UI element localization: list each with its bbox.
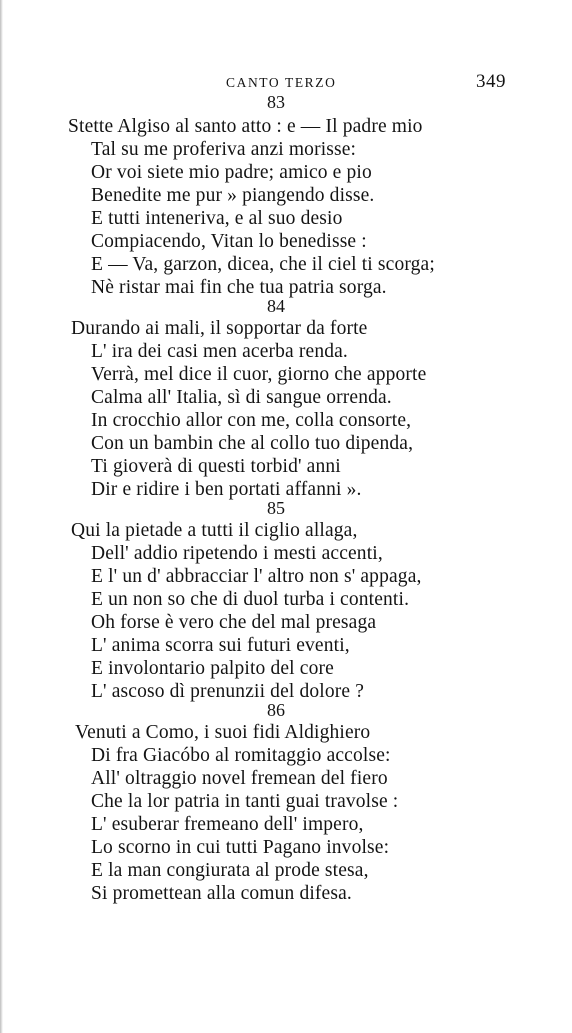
verse-line: Tal su me proferiva anzi morisse: bbox=[91, 139, 357, 160]
canto-title: CANTO TERZO bbox=[226, 75, 337, 90]
verse-line: L' ira dei casi men acerba renda. bbox=[91, 341, 348, 362]
verse-line: Calma all' Italia, sì di sangue orrenda. bbox=[91, 387, 392, 408]
verse-line: Nè ristar mai fin che tua patria sorga. bbox=[91, 277, 387, 298]
verse-line: Benedite me pur » piangendo disse. bbox=[91, 185, 375, 206]
verse-line: Dir e ridire i ben portati affanni ». bbox=[91, 479, 362, 500]
verse-line: E — Va, garzon, dicea, che il ciel ti scorga; bbox=[91, 254, 435, 275]
running-head bbox=[0, 73, 572, 93]
stanza-number: 85 bbox=[267, 498, 285, 518]
verse-line: Oh forse è vero che del mal presaga bbox=[91, 612, 377, 633]
verse-line: Di fra Giacóbo al romitaggio accolse: bbox=[91, 745, 391, 766]
verse-line: Si promettean alla comun difesa. bbox=[91, 883, 352, 904]
verse-line: Durando ai mali, il sopportar da forte bbox=[71, 318, 368, 339]
verse-line: Or voi siete mio padre; amico e pio bbox=[91, 162, 372, 183]
verse-line: E la man congiurata al prode stesa, bbox=[91, 860, 369, 881]
verse-line: L' esuberar fremeano dell' impero, bbox=[91, 814, 364, 835]
page-number: 349 bbox=[476, 71, 506, 92]
verse-line: Che la lor patria in tanti guai travolse : bbox=[91, 791, 399, 812]
verse-line: Compiacendo, Vitan lo benedisse : bbox=[91, 231, 367, 252]
verse-line: Verrà, mel dice il cuor, giorno che apporte bbox=[91, 364, 427, 385]
stanza-number: 83 bbox=[267, 92, 285, 112]
verse-line: All' oltraggio novel fremean del fiero bbox=[91, 768, 388, 789]
verse-line: Venuti a Como, i suoi fidi Aldighiero bbox=[75, 722, 371, 743]
verse-line: Con un bambin che al collo tuo dipenda, bbox=[91, 433, 414, 454]
verse-line: L' anima scorra sui futuri eventi, bbox=[91, 635, 350, 656]
stanza-number: 86 bbox=[267, 700, 285, 720]
verse-line: In crocchio allor con me, colla consorte, bbox=[91, 410, 412, 431]
verse-line: L' ascoso dì prenunzii del dolore ? bbox=[91, 681, 365, 702]
verse-line: Qui la pietade a tutti il ciglio allaga, bbox=[71, 520, 358, 541]
verse-line: Ti gioverà di questi torbid' anni bbox=[91, 456, 341, 477]
verse-line: E involontario palpito del core bbox=[91, 658, 334, 679]
verse-line: E un non so che di duol turba i contenti. bbox=[91, 589, 410, 610]
verse-line: Dell' addio ripetendo i mesti accenti, bbox=[91, 543, 383, 564]
stanza-number: 84 bbox=[267, 296, 285, 316]
verse-line: Stette Algiso al santo atto : e — Il padre mio bbox=[68, 116, 423, 137]
verse-line: E l' un d' abbracciar l' altro non s' appaga, bbox=[91, 566, 422, 587]
verse-line: Lo scorno in cui tutti Pagano involse: bbox=[91, 837, 390, 858]
verse-line: E tutti inteneriva, e al suo desio bbox=[91, 208, 343, 229]
